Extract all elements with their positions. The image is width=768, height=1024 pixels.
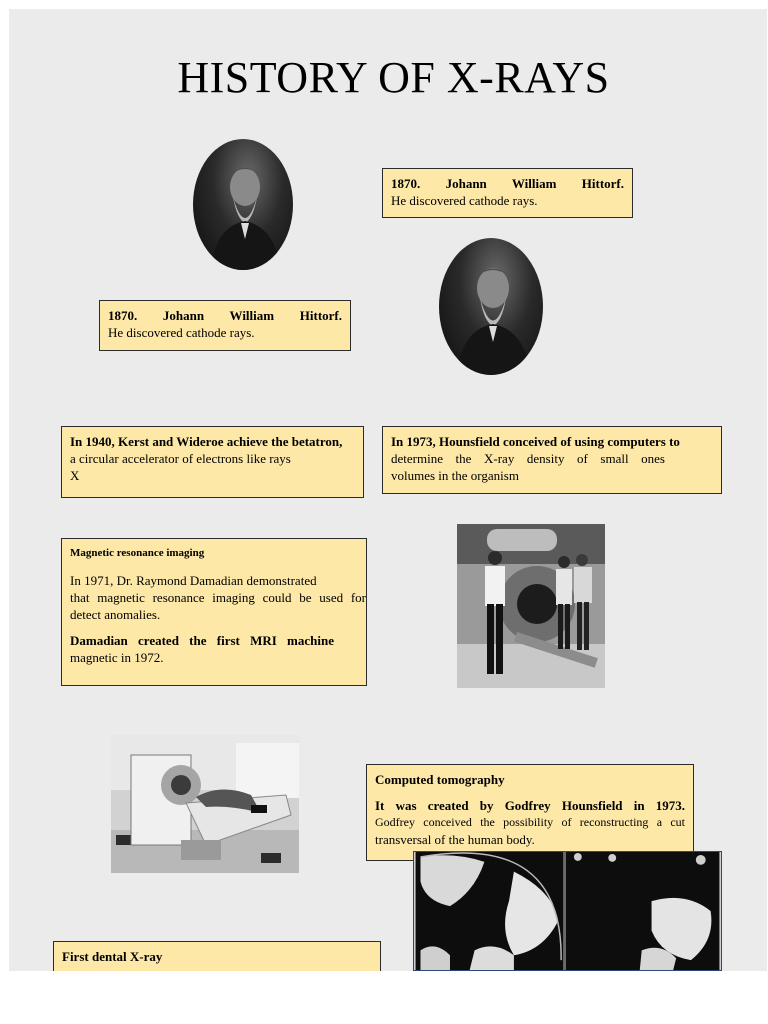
hounsfield-line2: determine the X-ray density of small ones [391, 451, 665, 466]
betatron-heading: In 1940, Kerst and Wideroe achieve the betatron, [70, 434, 343, 449]
mri-box [61, 538, 367, 686]
mri-line4: Damadian created the first MRI machine [70, 633, 334, 648]
betatron-line3: X [70, 468, 80, 483]
hounsfield-computers-box [382, 426, 722, 494]
ct-line3: transversal of the human body. [375, 832, 535, 847]
ct-heading: Computed tomography [375, 772, 505, 787]
portrait-hittorf-1-graphic [193, 139, 293, 270]
dental-xray-photo-graphic [414, 852, 721, 970]
ct-scanner-photo [111, 735, 299, 873]
portrait-hittorf-2 [439, 238, 543, 375]
dental-heading: First dental X-ray [62, 949, 163, 964]
hittorf-caption-box-right [382, 168, 633, 218]
mri-line1: In 1971, Dr. Raymond Damadian demonstrated [70, 573, 317, 588]
dental-xray-photo [413, 851, 722, 971]
hittorf-caption-text-2: He discovered cathode rays. [108, 325, 255, 340]
mri-line3: detect anomalies. [70, 607, 161, 622]
hittorf-caption-heading-2: 1870. Johann William Hittorf. [108, 308, 342, 323]
mri-heading: Magnetic resonance imaging [70, 547, 205, 559]
hounsfield-heading: In 1973, Hounsfield conceived of using computers to [391, 434, 680, 449]
mri-machine-photo-graphic [457, 524, 605, 688]
mri-line5: magnetic in 1972. [70, 650, 164, 665]
page-title: HISTORY OF X-RAYS [177, 53, 610, 102]
mri-machine-photo [457, 524, 605, 688]
hittorf-caption-box-left [99, 300, 351, 351]
portrait-hittorf-1 [193, 139, 293, 270]
hittorf-caption-text: He discovered cathode rays. [391, 193, 538, 208]
page-bottom-margin [0, 971, 768, 1024]
mri-line2: that magnetic resonance imaging could be used for [70, 590, 366, 605]
portrait-hittorf-2-graphic [439, 238, 543, 375]
betatron-line2: a circular accelerator of electrons like rays [70, 451, 291, 466]
ct-scanner-photo-graphic [111, 735, 299, 873]
hittorf-caption-heading: 1870. Johann William Hittorf. [391, 176, 624, 191]
betatron-box [61, 426, 364, 498]
ct-line1: It was created by Godfrey Hounsfield in 1973. [375, 798, 685, 813]
hounsfield-line3: volumes in the organism [391, 468, 519, 483]
ct-line2: Godfrey conceived the possibility of reconstructing a cut [375, 815, 685, 829]
computed-tomography-box [366, 764, 694, 861]
